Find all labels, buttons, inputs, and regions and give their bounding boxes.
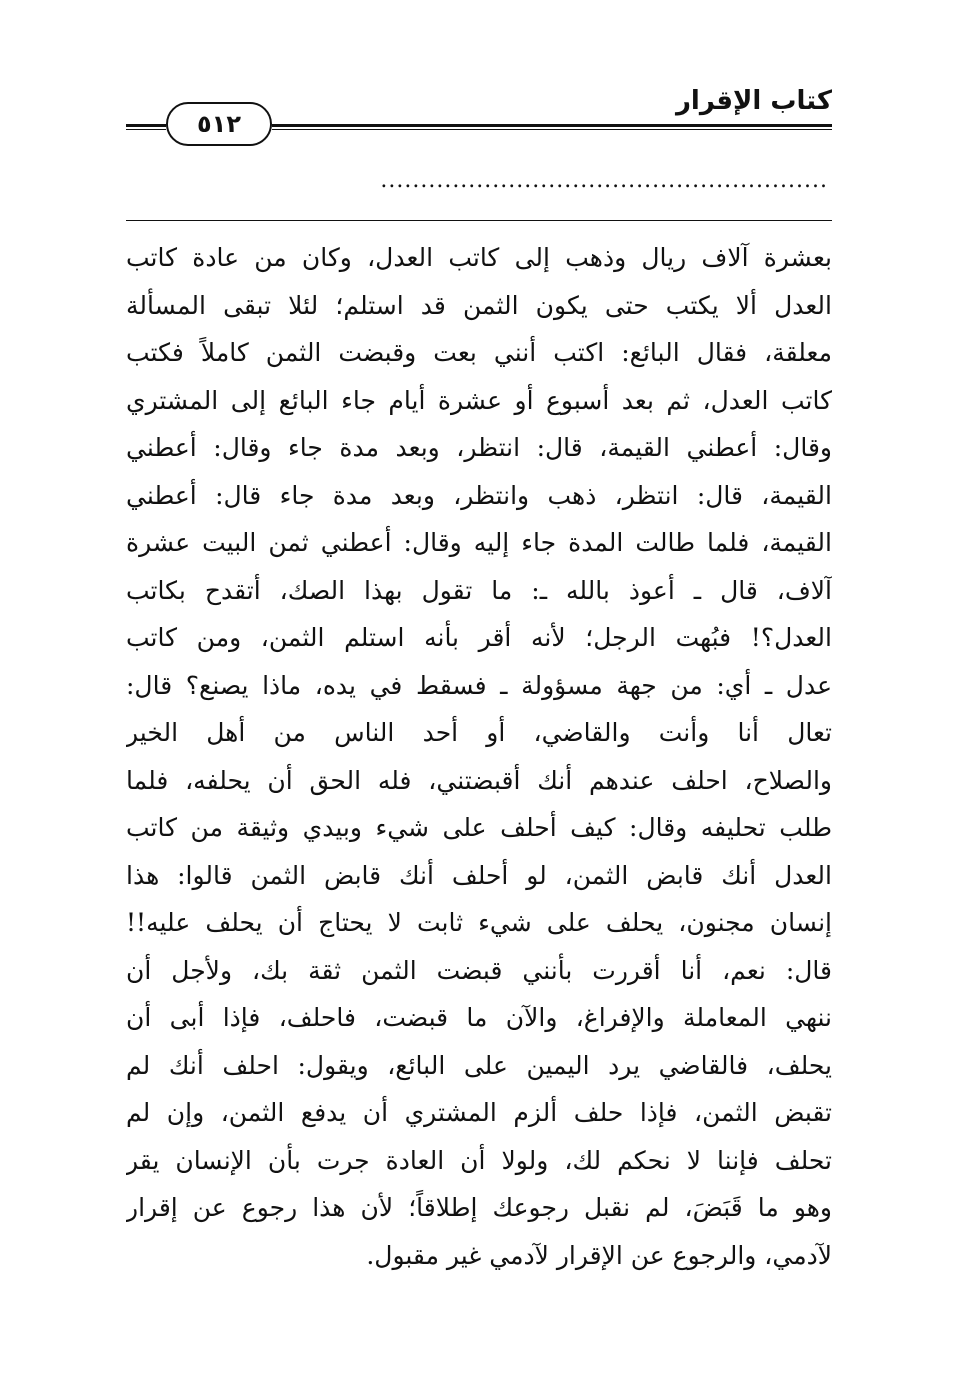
section-divider [126,220,832,221]
text-line: والصلاح، احلف عندهم أنك أقبضتني، فله الحق أن يحلفه، فلما [126,765,832,795]
text-line: آلاف، قال ـ أعوذ بالله ـ: ما تقول بهذا الصك، أتقدح بكاتب [126,575,832,605]
text-line: عدل ـ أي: من جهة مسؤولة ـ فسقط في يده، ماذا يصنع؟ قال: [126,670,832,700]
text-line: بعشرة آلاف ريال وذهب إلى كاتب العدل، وكان من عادة كاتب [126,243,832,272]
text-line: القيمة، قال: انتظر، ذهب وانتظر، وبعد مدة جاء قال: أعطني [126,480,832,510]
text-line: كاتب العدل، ثم بعد أسبوع أو عشرة أيام جاء البائع إلى المشتري [126,385,832,415]
text-line: وهو ما قَبَضَ، لم نقبل رجوعك إطلاقاً؛ لأن هذا رجوع عن إقرار [126,1193,832,1222]
text-line: وقال: أعطني القيمة، قال: انتظر، وبعد مدة جاء وقال: أعطني [126,433,832,462]
text-line: معلقة، فقال البائع: اكتب أنني بعت وقبضت الثمن كاملاً فكتب [126,338,832,367]
book-title: كتاب الإقرار [675,86,832,116]
header-rule-right [272,124,832,130]
text-line: العدل ألا يكتب حتى يكون الثمن قد استلم؛ لئلا تبقى المسألة [126,290,832,320]
text-line: العدل؟! فبُهت الرجل؛ لأنه أقر بأنه استلم الثمن، ومن كاتب [126,623,832,652]
page-number: ٥١٢ [197,110,241,138]
text-line: تحلف فإننا لا نحكم لك، ولولا أن العادة جرت بأن الإنسان يقر [126,1145,832,1175]
body-text [126,234,832,1279]
text-line: تقبض الثمن، فإذا حلف ألزم المشتري أن يدفع الثمن، وإن لم [126,1098,832,1127]
text-line: تعال أنا وأنت والقاضي، أو أحد الناس من أهل الخير [126,718,832,747]
text-line: إنسان مجنون، يحلف على شيء ثابت لا يحتاج أن يحلف عليه!! [126,908,832,937]
text-line: قال: نعم، أنا أقررت بأنني قبضت الثمن ثقة بك، ولأجل أن [126,955,832,985]
text-line: ننهي المعاملة والإفراغ، والآن ما قبضت، فاحلف، فإذا أبى أن [126,1003,832,1032]
text-line: لآدمي، والرجوع عن الإقرار لآدمي غير مقبول. [366,1240,832,1270]
text-line: طلب تحليفه وقال: كيف أحلف على شيء وبيدي وثيقة من كاتب [126,813,832,842]
page-number-badge [166,102,272,146]
text-line: العدل أنك قابض الثمن، لو أحلف أنك قابض الثمن قالوا: هذا [126,860,832,890]
text-line: يحلف، فالقاضي يرد اليمين على البائع، ويقول: احلف أنك لم [126,1050,832,1080]
header-rule-left [126,124,166,130]
text-line: القيمة، فلما طالت المدة جاء إليه وقال: أعطني ثمن البيت عشرة [126,528,832,557]
dotted-separator: ........................................................ [380,168,828,192]
page-header [126,82,832,152]
